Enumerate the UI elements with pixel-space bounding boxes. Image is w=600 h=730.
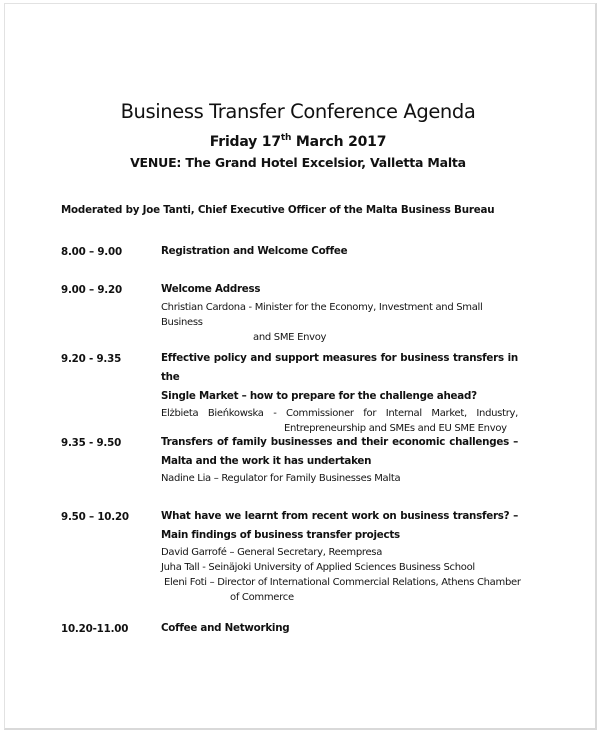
agenda-topic-line: Malta and the work it has undertaken bbox=[161, 455, 372, 467]
agenda-content bbox=[161, 510, 521, 605]
agenda-content bbox=[161, 246, 518, 261]
speaker-line-continued: and SME Envoy bbox=[253, 332, 327, 343]
agenda-topic-line: Effective policy and support measures for business transfers in the bbox=[161, 352, 518, 383]
speaker-line-continued: of Commerce bbox=[230, 592, 294, 603]
agenda-speaker bbox=[161, 406, 518, 436]
agenda-time: 9.00 – 9.20 bbox=[61, 284, 122, 296]
agenda-content bbox=[161, 353, 518, 436]
agenda-speaker bbox=[161, 300, 518, 345]
moderator-line: Moderated by Joe Tanti, Chief Executive Officer of the Malta Business Bureau bbox=[61, 204, 495, 216]
agenda-speaker bbox=[161, 545, 518, 560]
agenda-topic-line: Main findings of business transfer projects bbox=[161, 529, 400, 541]
date-suffix: th bbox=[280, 133, 292, 143]
agenda-time: 8.00 – 9.00 bbox=[61, 246, 122, 258]
agenda-content bbox=[161, 623, 518, 638]
date-day: Friday 17 bbox=[209, 134, 281, 150]
agenda-topic: Welcome Address bbox=[161, 283, 261, 295]
agenda-speaker bbox=[161, 575, 521, 605]
speaker-line: Christian Cardona - Minister for the Economy, Investment and Small Business bbox=[161, 302, 483, 328]
speaker-line: Elżbieta Bieńkowska - Commissioner for Internal Market, Industry, bbox=[161, 408, 518, 419]
agenda-topic: Coffee and Networking bbox=[161, 622, 290, 634]
date-rest: March 2017 bbox=[291, 134, 387, 150]
agenda-content bbox=[161, 437, 518, 486]
agenda-topic-line: Single Market – how to prepare for the challenge ahead? bbox=[161, 390, 477, 402]
agenda-topic-line: Transfers of family businesses and their economic challenges – bbox=[161, 436, 518, 448]
agenda-topic: Registration and Welcome Coffee bbox=[161, 245, 348, 257]
agenda-speaker bbox=[161, 471, 518, 486]
event-date bbox=[0, 134, 596, 150]
agenda-topic-line: What have we learnt from recent work on business transfers? – bbox=[161, 510, 518, 522]
speaker-line: Juha Tall - Seinäjoki University of Applied Sciences Business School bbox=[161, 562, 475, 573]
event-venue: VENUE: The Grand Hotel Excelsior, Valletta Malta bbox=[130, 155, 466, 170]
document-title: Business Transfer Conference Agenda bbox=[120, 100, 476, 123]
speaker-line-continued: Entrepreneurship and SMEs and EU SME Envoy bbox=[284, 423, 507, 434]
agenda-speaker bbox=[161, 560, 518, 575]
speaker-line: David Garrofé – General Secretary, Reempresa bbox=[161, 547, 383, 558]
agenda-time: 9.20 - 9.35 bbox=[61, 353, 122, 365]
agenda-time: 9.50 – 10.20 bbox=[61, 511, 129, 523]
agenda-content bbox=[161, 284, 518, 345]
speaker-line: Nadine Lia – Regulator for Family Businesses Malta bbox=[161, 473, 401, 484]
speaker-line: Eleni Foti – Director of International Commercial Relations, Athens Chamber bbox=[164, 577, 521, 588]
agenda-time: 10.20-11.00 bbox=[61, 623, 129, 635]
agenda-time: 9.35 - 9.50 bbox=[61, 437, 122, 449]
